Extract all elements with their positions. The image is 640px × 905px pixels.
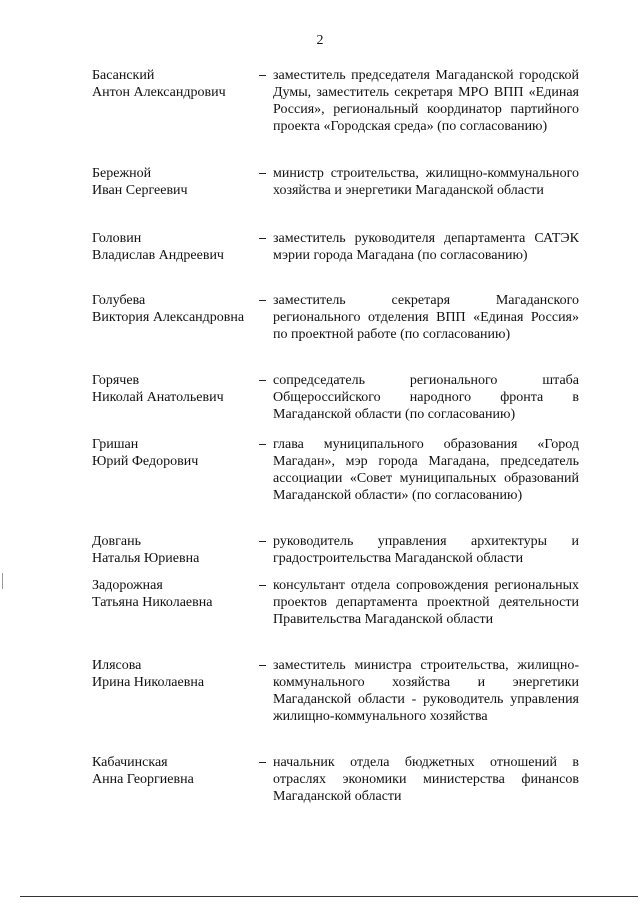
dash-separator [259, 762, 266, 763]
member-name [92, 230, 262, 264]
dash-separator [259, 665, 266, 666]
member-surname: Гришан [92, 437, 139, 452]
member-role: заместитель председателя Магаданской городской Думы, заместитель секретаря МРО ВПП «Единая Россия», региональный координатор партийного проекта «Городская среда» (по согласованию) [273, 68, 579, 134]
member-given-names: Анна Георгиевна [92, 772, 194, 787]
member-surname: Головин [92, 231, 142, 246]
member-given-names: Татьяна Николаевна [92, 595, 213, 610]
member-role: консультант отдела сопровождения региональных проектов департамента проектной деятельности Правительства Магаданской области [273, 578, 579, 627]
member-given-names: Иван Сергеевич [92, 183, 188, 198]
page-number: 2 [316, 33, 324, 48]
member-surname: Горячев [92, 373, 140, 388]
member-role: министр строительства, жилищно-коммунального хозяйства и энергетики Магаданской области [273, 166, 579, 198]
member-role: начальник отдела бюджетных отношений в отраслях экономики министерства финансов Магаданской области [273, 755, 579, 804]
member-name [92, 533, 262, 567]
member-role: глава муниципального образования «Город Магадан», мэр города Магадана, председатель ассоциации «Совет муниципальных образований Магаданской области» (по согласованию) [273, 437, 579, 503]
member-surname: Бережной [92, 166, 152, 181]
member-name [92, 67, 262, 101]
member-name [92, 292, 262, 326]
member-given-names: Виктория Александровна [92, 310, 245, 325]
dash-separator [259, 444, 266, 445]
member-surname: Задорожная [92, 578, 163, 593]
member-given-names: Владислав Андреевич [92, 248, 224, 263]
member-name [92, 754, 262, 788]
member-role: руководитель управления архитектуры и градостроительства Магаданской области [273, 534, 579, 566]
dash-separator [259, 585, 266, 586]
member-role: заместитель секретаря Магаданского регионального отделения ВПП «Единая Россия» по проектной работе (по согласованию) [273, 293, 579, 342]
dash-separator [259, 541, 266, 542]
dash-separator [259, 75, 266, 76]
scan-margin-mark [2, 573, 3, 589]
member-given-names: Ирина Николаевна [92, 675, 205, 690]
member-name [92, 657, 262, 691]
member-surname: Голубева [92, 293, 146, 308]
member-surname: Илясова [92, 658, 142, 673]
member-name [92, 436, 262, 470]
member-name [92, 165, 262, 199]
page-bottom-edge [20, 896, 638, 897]
member-given-names: Наталья Юриевна [92, 551, 200, 566]
dash-separator [259, 380, 266, 381]
member-given-names: Николай Анатольевич [92, 390, 224, 405]
member-surname: Кабачинская [92, 755, 168, 770]
member-given-names: Антон Александрович [92, 85, 226, 100]
member-surname: Басанский [92, 68, 155, 83]
member-name [92, 577, 262, 611]
member-surname: Довгань [92, 534, 141, 549]
dash-separator [259, 173, 266, 174]
member-role: сопредседатель регионального штаба Общероссийского народного фронта в Магаданской области (по согласованию) [273, 373, 579, 422]
member-role: заместитель руководителя департамента САТЭК мэрии города Магадана (по согласованию) [273, 231, 579, 263]
member-name [92, 372, 262, 406]
dash-separator [259, 238, 266, 239]
dash-separator [259, 300, 266, 301]
member-given-names: Юрий Федорович [92, 454, 199, 469]
member-role: заместитель министра строительства, жилищно-коммунального хозяйства и энергетики Магаданской области - руководитель управления жилищно-коммунального хозяйства [273, 658, 579, 724]
